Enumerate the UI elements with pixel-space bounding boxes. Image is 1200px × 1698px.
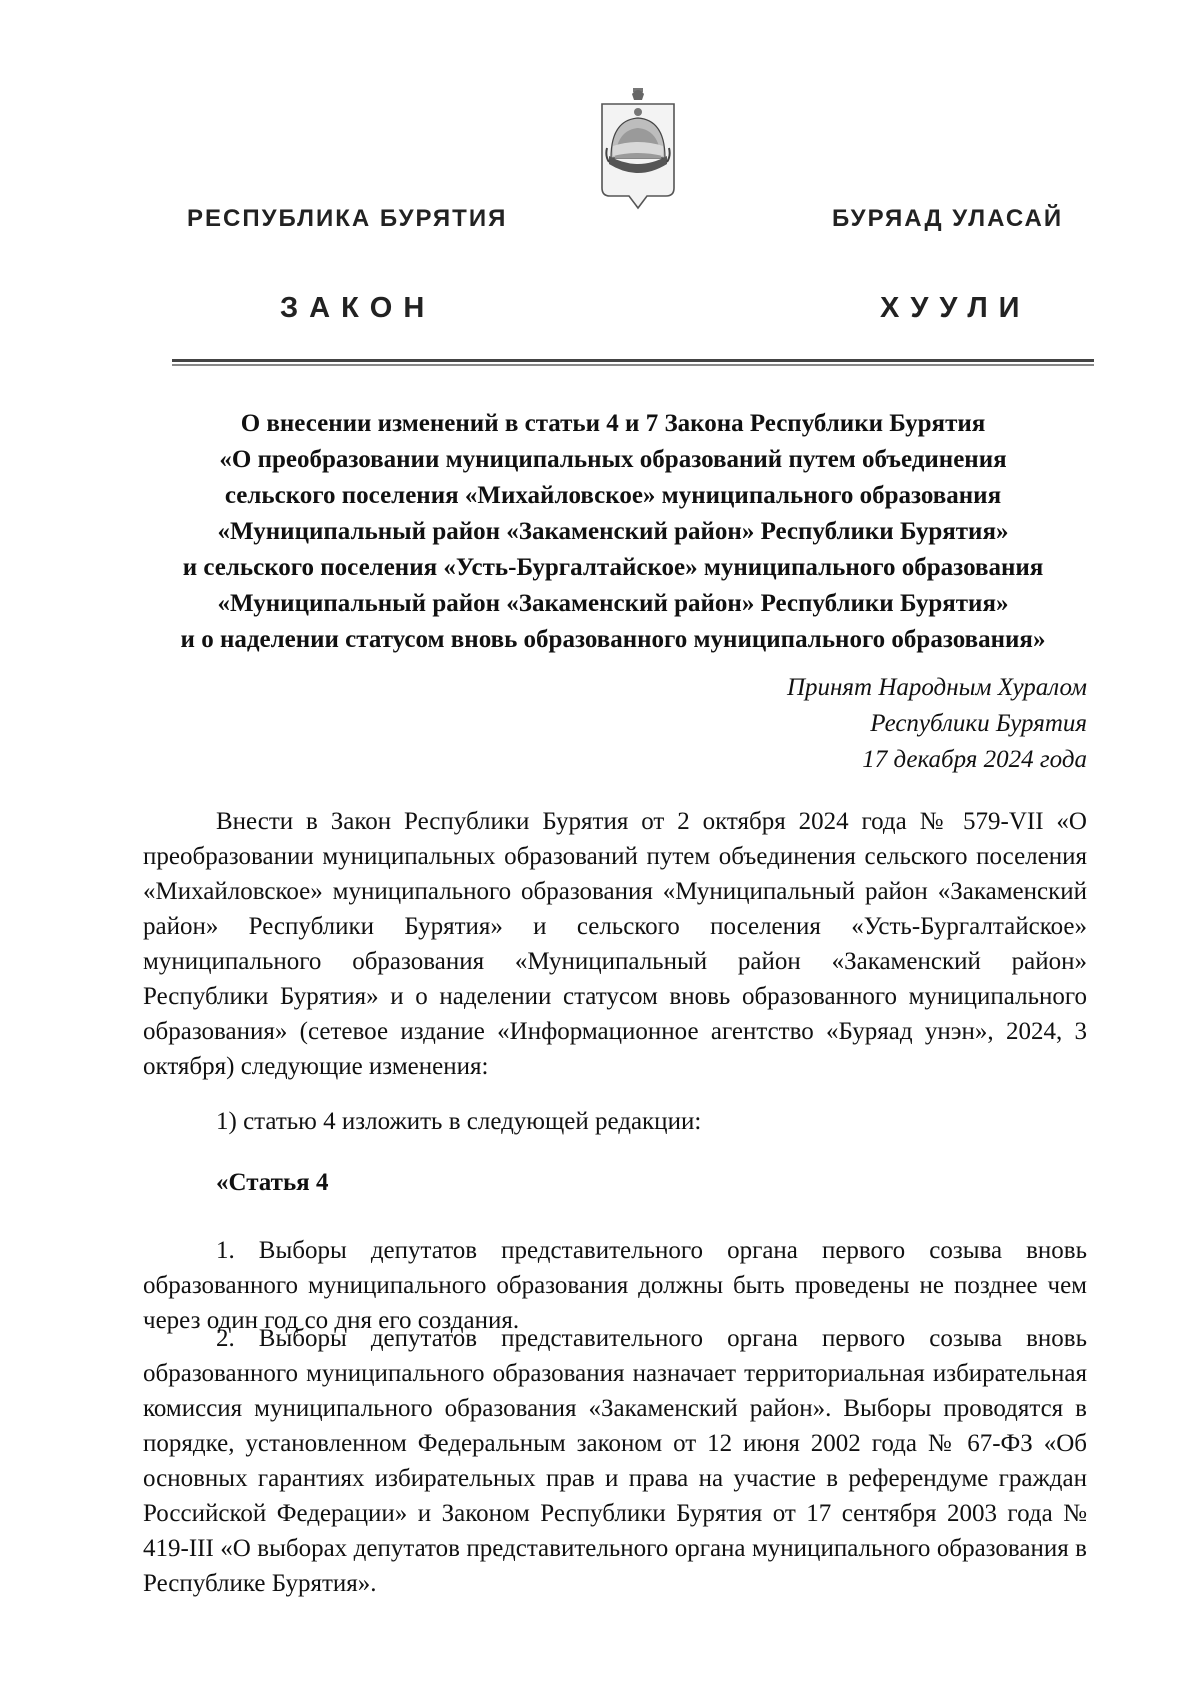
title-line: О внесении изменений в статьи 4 и 7 Закона Республики Бурятия bbox=[240, 410, 986, 437]
coat-of-arms-emblem bbox=[599, 86, 677, 212]
adoption-line: Республики Бурятия bbox=[870, 710, 1087, 737]
article-paragraph-1: 1. Выборы депутатов представительного органа первого созыва вновь образованного муниципального образования должны быть проведены не позднее чем через один год со дня его создания. bbox=[143, 1237, 1087, 1334]
republic-name-buryat: БУРЯАД УЛАСАЙ bbox=[832, 205, 1064, 232]
coat-of-arms-icon bbox=[599, 86, 677, 212]
title-line: «Муниципальный район «Закаменский район» Республики Бурятия» bbox=[217, 590, 1009, 617]
document-type-buryat: ХУУЛИ bbox=[880, 292, 1031, 324]
title-line: и о наделении статусом вновь образованного муниципального образования» bbox=[180, 626, 1046, 653]
title-line: «О преобразовании муниципальных образований путем объединения bbox=[219, 446, 1007, 473]
document-type-russian: ЗАКОН bbox=[280, 292, 436, 324]
title-line: сельского поселения «Михайловское» муниципального образования bbox=[224, 482, 1002, 509]
intro-paragraph: Внести в Закон Республики Бурятия от 2 октября 2024 года № 579-VII «О преобразовании муниципальных образований путем объединения сельского поселения «Михайловское» муниципального образования «Муниципальный район «Закаменский район» Республики Бурятия» и сельского поселения «Усть-Бургалтайское» муниципального образования «Муниципальный район «Закаменский район» Республики Бурятия» и о наделении статусом вновь образованного муниципального образования» (сетевое издание «Информационное агентство «Буряад унэн», 2024, 3 октября) следующие изменения: bbox=[143, 808, 1087, 1080]
adoption-line: Принят Народным Хуралом bbox=[786, 674, 1087, 701]
header-divider-secondary bbox=[172, 364, 1094, 366]
adoption-note bbox=[587, 670, 1087, 778]
adoption-date: 17 декабря 2024 года bbox=[862, 746, 1087, 773]
header-divider bbox=[172, 359, 1094, 362]
article-paragraph-2: 2. Выборы депутатов представительного органа первого созыва вновь образованного муниципального образования назначает территориальная избирательная комиссия муниципального образования «Закаменский район». Выборы проводятся в порядке, установленном Федеральным законом от 12 июня 2002 года № 67-ФЗ «Об основных гарантиях избирательных прав и права на участие в референдуме граждан Российской Федерации» и Законом Республики Бурятия от 17 сентября 2003 года № 419-III «О выборах депутатов представительного органа муниципального образования в Республике Бурятия». bbox=[143, 1325, 1087, 1597]
title-line: и сельского поселения «Усть-Бургалтайское» муниципального образования bbox=[182, 554, 1044, 581]
article-heading: «Статья 4 bbox=[216, 1169, 329, 1196]
republic-name-russian: РЕСПУБЛИКА БУРЯТИЯ bbox=[187, 205, 508, 232]
law-title bbox=[130, 406, 1096, 658]
title-line: «Муниципальный район «Закаменский район» Республики Бурятия» bbox=[217, 518, 1009, 545]
amendment-item-1: 1) статью 4 изложить в следующей редакции: bbox=[216, 1108, 702, 1135]
